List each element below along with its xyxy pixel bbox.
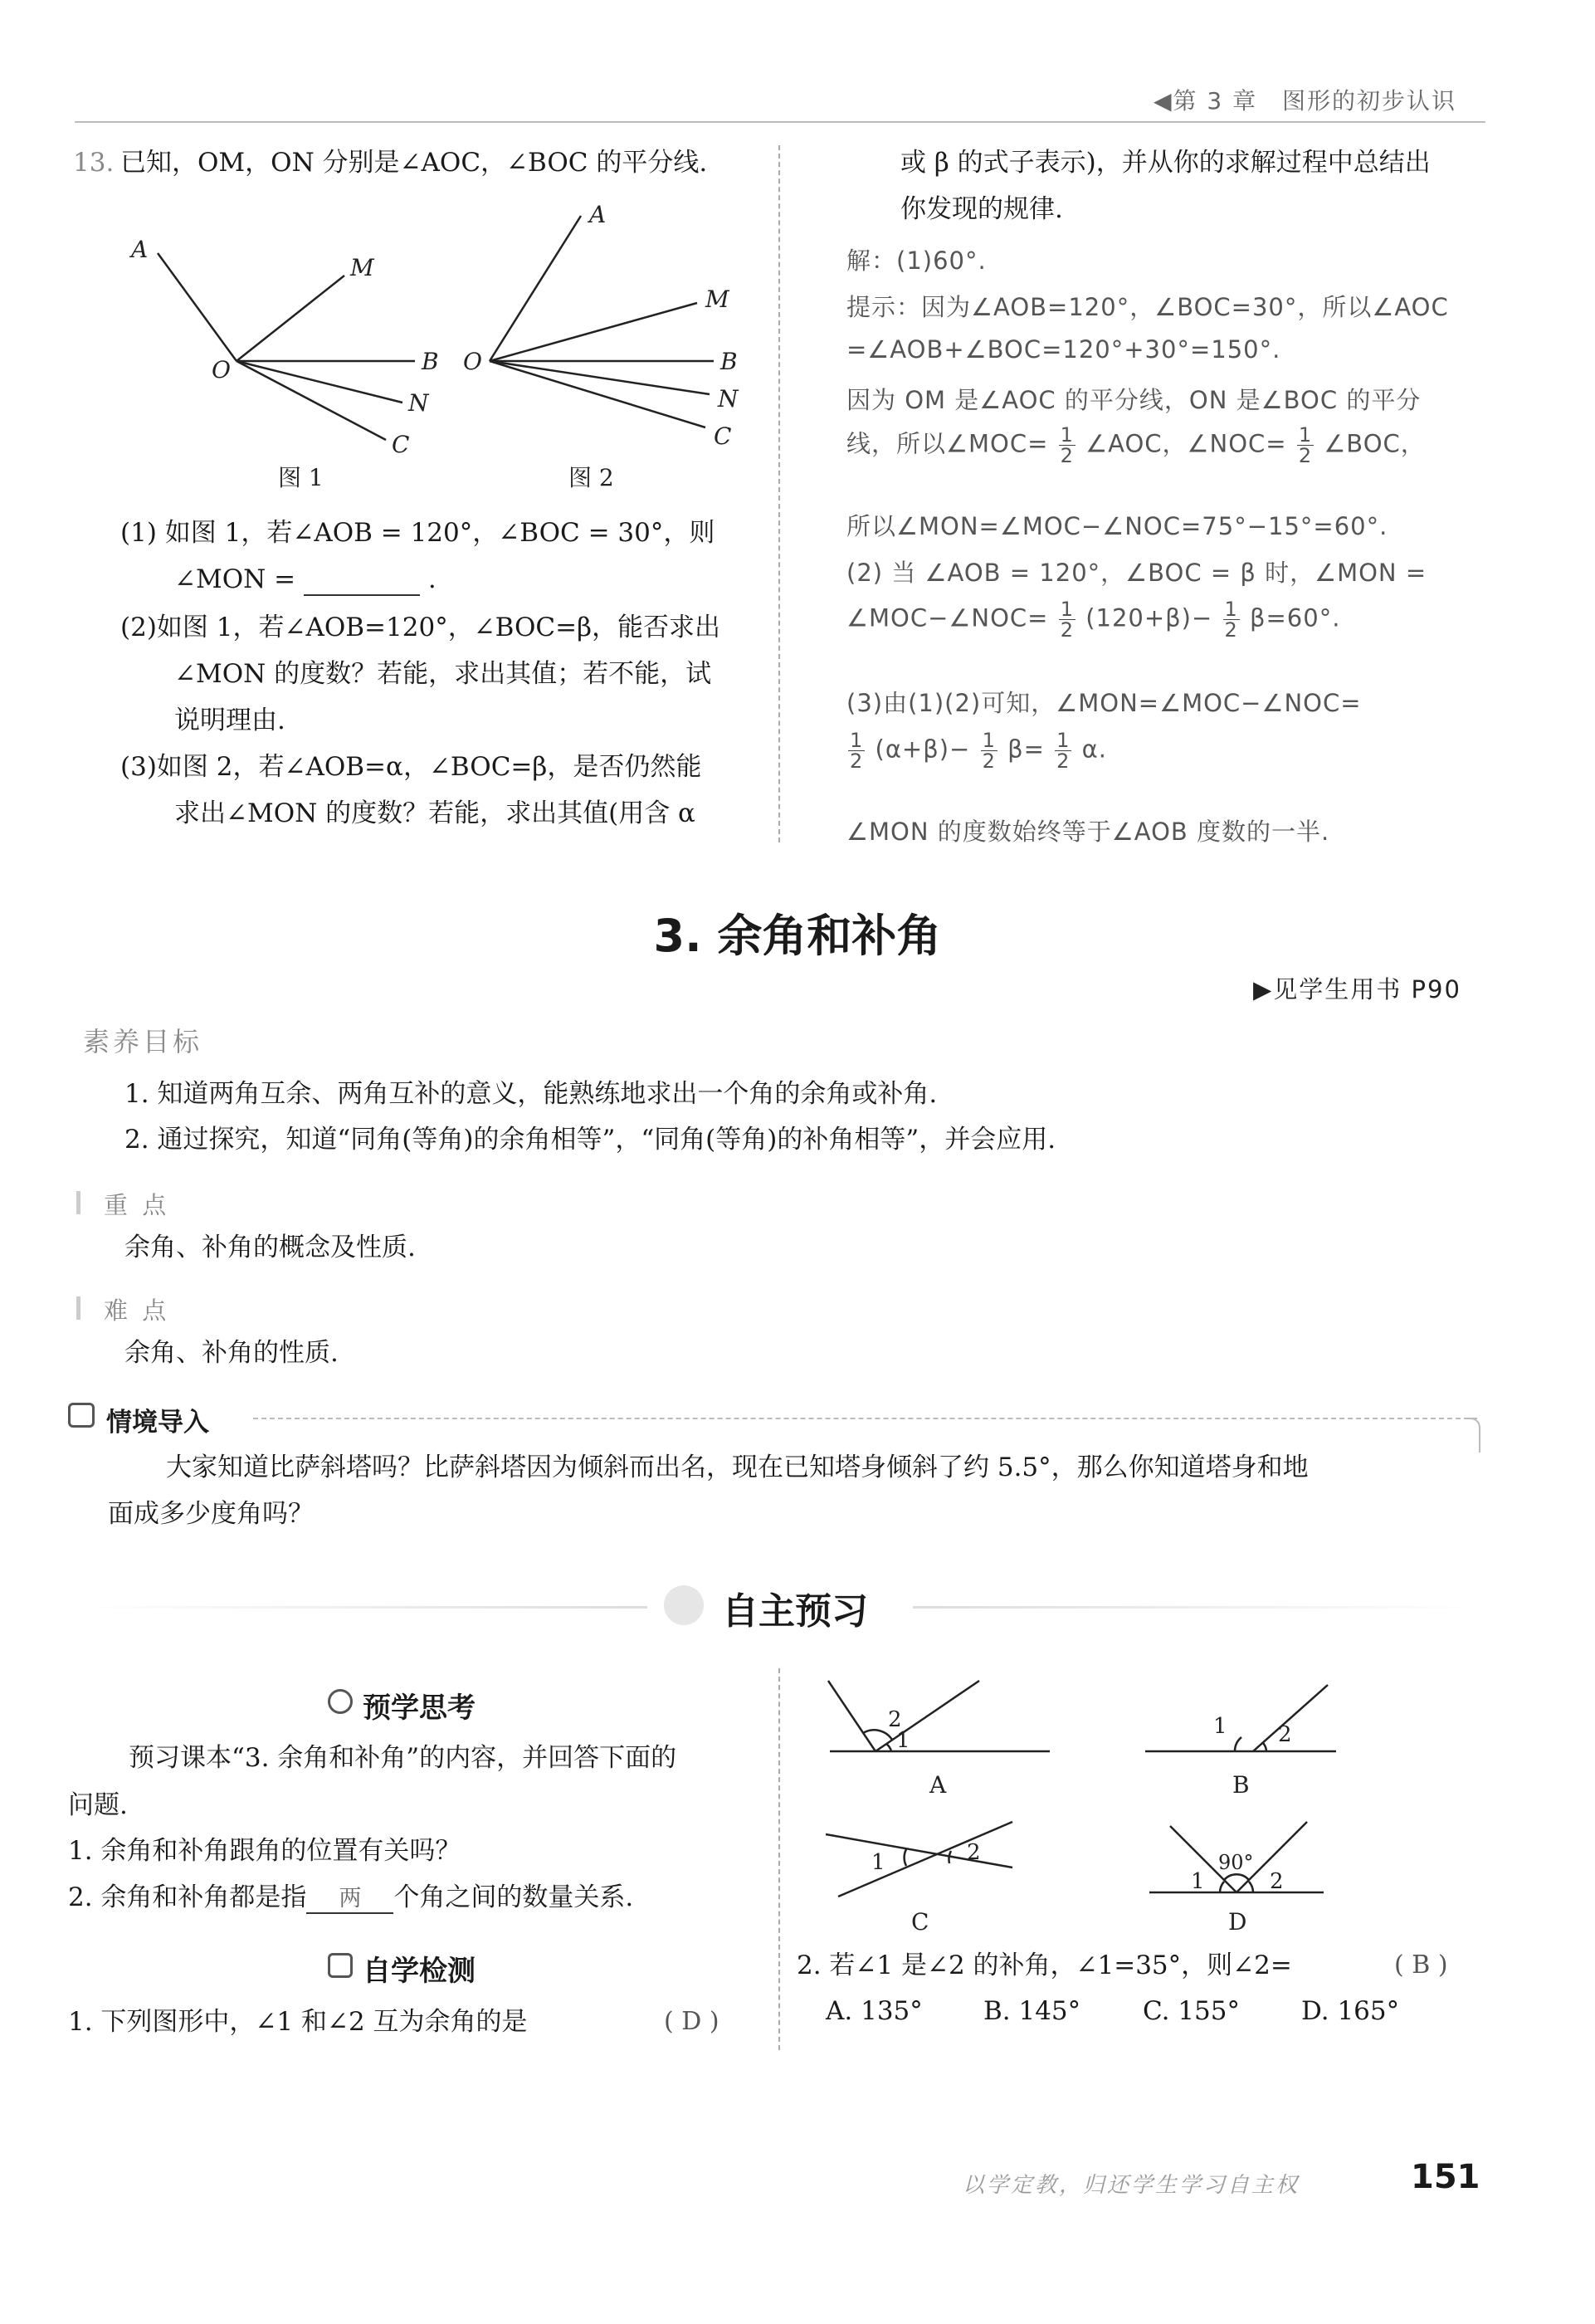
- fraction-half: $\frac{1}{2}$: [850, 729, 864, 773]
- key-points-text: 余角、补角的概念及性质.: [124, 1233, 416, 1262]
- fig-c-angle-2: 2: [967, 1840, 981, 1865]
- solution-line-1: 解：(1)60°.: [846, 247, 987, 275]
- preview-banner-title: 自主预习: [722, 1590, 868, 1633]
- solution-line-2: 提示：因为∠AOB=120°，∠BOC=30°，所以∠AOC: [846, 293, 1449, 321]
- goals-label: 素养目标: [83, 1026, 203, 1057]
- q13-figure-1: [124, 216, 456, 490]
- solution-line-8: [846, 599, 1340, 640]
- option-b: B. 145°: [983, 1996, 1081, 2026]
- goal-1: 1. 知道两角互余、两角互补的意义，能熟练地求出一个角的余角或补角.: [124, 1079, 938, 1109]
- page-number: 151: [1411, 2158, 1480, 2196]
- solution-l10-c: α.: [1081, 735, 1107, 764]
- fig-d-angle-2: 2: [1270, 1869, 1284, 1894]
- intro-icon: [68, 1403, 95, 1428]
- fraction-half: $\frac{1}{2}$: [982, 729, 996, 773]
- option-figure-a: [813, 1668, 1062, 1809]
- check-label: 自学检测: [363, 1955, 476, 1988]
- q13-part3-line2: 求出∠MON 的度数？若能，求出其值(用含 α: [174, 798, 695, 828]
- fig-b-letter: B: [1232, 1771, 1250, 1799]
- option-figure-d: [1137, 1801, 1386, 1950]
- column-divider-bottom: [778, 1668, 780, 2050]
- solution-line-11: ∠MON 的度数始终等于∠AOB 度数的一半.: [846, 818, 1330, 846]
- q13-part1-period: .: [427, 564, 437, 594]
- solution-line-3: =∠AOB+∠BOC=120°+30°=150°.: [846, 335, 1281, 364]
- difficulty-text: 余角、补角的性质.: [124, 1338, 339, 1368]
- fig2-label-n: N: [718, 385, 739, 413]
- fig-c-angle-1: 1: [871, 1850, 885, 1875]
- fig2-label-o: O: [463, 348, 482, 375]
- fig-d-angle-1: 1: [1191, 1869, 1205, 1894]
- solution-line-7: (2) 当 ∠AOB = 120°，∠BOC = β 时，∠MON =: [846, 559, 1427, 587]
- q13-part2-line1: (2)如图 1，若∠AOB=120°，∠BOC=β，能否求出: [120, 613, 721, 642]
- fraction-half: $\frac{1}{2}$: [1060, 598, 1074, 642]
- solution-l5-a: 线，所以∠MOC=: [846, 429, 1049, 458]
- q13-part1-line2: [174, 564, 437, 596]
- think-icon: [328, 1689, 353, 1714]
- q13-part2-line2: ∠MON 的度数？若能，求出其值；若不能，试: [174, 659, 712, 689]
- solution-l8-a: ∠MOC−∠NOC=: [846, 603, 1049, 632]
- fig2-label-b: B: [720, 348, 738, 375]
- header-rule: [75, 121, 1485, 123]
- difficulty-marker: [76, 1296, 80, 1320]
- q13-part3-line1: (3)如图 2，若∠AOB=α，∠BOC=β，是否仍然能: [120, 752, 702, 782]
- section-title: 3. 余角和补角: [653, 910, 942, 962]
- fraction-half: $\frac{1}{2}$: [1298, 423, 1313, 467]
- solution-line-4: 因为 OM 是∠AOC 的平分线，ON 是∠BOC 的平分: [846, 386, 1422, 414]
- solution-l8-c: β=60°.: [1250, 603, 1341, 632]
- fig-a-letter: A: [929, 1771, 947, 1799]
- fig-b-angle-1: 1: [1213, 1714, 1227, 1739]
- intro-dashed-rule: [253, 1418, 1477, 1419]
- check-question-2: 2. 若∠1 是∠2 的补角，∠1=35°，则∠2=: [797, 1950, 1292, 1980]
- q13-part1-mon: ∠MON =: [174, 564, 296, 594]
- solution-l5-c: ∠BOC，: [1324, 429, 1426, 458]
- q13-figure-2: [456, 199, 763, 490]
- think-label: 预学思考: [363, 1692, 476, 1725]
- think-question-2: [68, 1882, 633, 1914]
- intro-line-2: 面成多少度角吗？: [108, 1499, 314, 1529]
- option-a: A. 135°: [826, 1996, 923, 2026]
- q2-text-b: 个角之间的数量关系.: [393, 1882, 634, 1912]
- solution-line-6: 所以∠MON=∠MOC−∠NOC=75°−15°=60°.: [846, 512, 1388, 540]
- option-c: C. 155°: [1143, 1996, 1240, 2026]
- fig-d-right-angle: 90°: [1218, 1851, 1254, 1874]
- fig2-caption: 图 2: [568, 464, 614, 490]
- section-reference: ▶见学生用书 P90: [1253, 975, 1461, 1003]
- q13-part3-line4: 你发现的规律.: [900, 194, 1063, 224]
- option-d: D. 165°: [1301, 1996, 1400, 2026]
- fig-b-angle-2: 2: [1278, 1722, 1292, 1747]
- footer-slogan: 以学定教，归还学生学习自主权: [963, 2173, 1300, 2198]
- fig2-label-m: M: [705, 286, 729, 313]
- check-icon: [328, 1953, 353, 1978]
- q13-stem: 已知，OM，ON 分别是∠AOC，∠BOC 的平分线.: [120, 148, 708, 178]
- fig1-label-o: O: [212, 356, 231, 383]
- intro-line-1: 大家知道比萨斜塔吗？比萨斜塔因为倾斜而出名，现在已知塔身倾斜了约 5.5°，那么你知道塔身和地: [166, 1452, 1309, 1482]
- fig-c-letter: C: [911, 1908, 929, 1936]
- option-figure-c: [813, 1801, 1062, 1950]
- intro-label: 情境导入: [106, 1408, 209, 1438]
- fig2-label-a: A: [589, 201, 607, 228]
- solution-line-10: [846, 730, 1107, 771]
- fraction-half: $\frac{1}{2}$: [1060, 423, 1074, 467]
- solution-l5-b: ∠AOC，∠NOC=: [1085, 429, 1287, 458]
- fig1-label-c: C: [392, 431, 410, 458]
- q13-part1-blank[interactable]: [304, 568, 420, 596]
- difficulty-label: 难 点: [104, 1296, 170, 1325]
- check-question-1-answer: ( D ): [664, 2007, 719, 2036]
- fraction-half: $\frac{1}{2}$: [1056, 729, 1071, 773]
- column-divider-top: [778, 145, 780, 842]
- key-marker: [76, 1191, 80, 1214]
- fig1-label-n: N: [408, 389, 429, 417]
- fig2-label-c: C: [714, 422, 732, 450]
- think-line-2: 问题.: [68, 1790, 128, 1820]
- solution-l8-b: (120+β)−: [1085, 603, 1213, 632]
- fig-d-letter: D: [1228, 1908, 1247, 1936]
- think-line-1: 预习课本“3. 余角和补角”的内容，并回答下面的: [129, 1743, 677, 1773]
- q13-part1-line1: (1) 如图 1，若∠AOB = 120°，∠BOC = 30°，则: [120, 518, 715, 548]
- q13-number: 13.: [73, 148, 115, 178]
- banner-right-rule: [913, 1606, 1485, 1609]
- q2-answer-blank[interactable]: 两: [306, 1886, 393, 1914]
- fig1-label-b: B: [422, 348, 439, 375]
- fig1-label-a: A: [131, 236, 149, 263]
- chapter-label: ◀第 3 章: [1154, 87, 1258, 115]
- solution-line-9: (3)由(1)(2)可知，∠MON=∠MOC−∠NOC=: [846, 689, 1362, 717]
- fig1-label-m: M: [350, 254, 374, 281]
- check-question-1: 1. 下列图形中，∠1 和∠2 互为余角的是: [68, 2007, 528, 2037]
- key-points-label: 重 点: [104, 1191, 170, 1219]
- q13-part2-line3: 说明理由.: [174, 706, 285, 735]
- solution-l10-b: β=: [1007, 735, 1045, 764]
- fig-a-angle-2: 2: [888, 1707, 902, 1732]
- q13-part3-line3: 或 β 的式子表示)，并从你的求解过程中总结出: [900, 148, 1431, 178]
- fraction-half: $\frac{1}{2}$: [1224, 598, 1238, 642]
- option-figure-b: [1137, 1668, 1386, 1809]
- fig-a-angle-1: 1: [896, 1728, 910, 1753]
- intro-frame-edge: [1469, 1418, 1480, 1452]
- fig1-caption: 图 1: [278, 464, 324, 490]
- q2-text-a: 2. 余角和补角都是指: [68, 1882, 307, 1912]
- solution-line-5: [846, 425, 1426, 466]
- banner-icon: [664, 1585, 704, 1625]
- check-question-2-answer: ( B ): [1394, 1950, 1448, 1980]
- chapter-title: 图形的初步认识: [1282, 87, 1457, 115]
- goal-2: 2. 通过探究，知道“同角(等角)的余角相等”，“同角(等角)的补角相等”，并会应用.: [124, 1125, 1056, 1155]
- solution-l10-a: (α+β)−: [875, 735, 971, 764]
- think-question-1: 1. 余角和补角跟角的位置有关吗？: [68, 1836, 461, 1866]
- banner-left-rule: [75, 1606, 647, 1609]
